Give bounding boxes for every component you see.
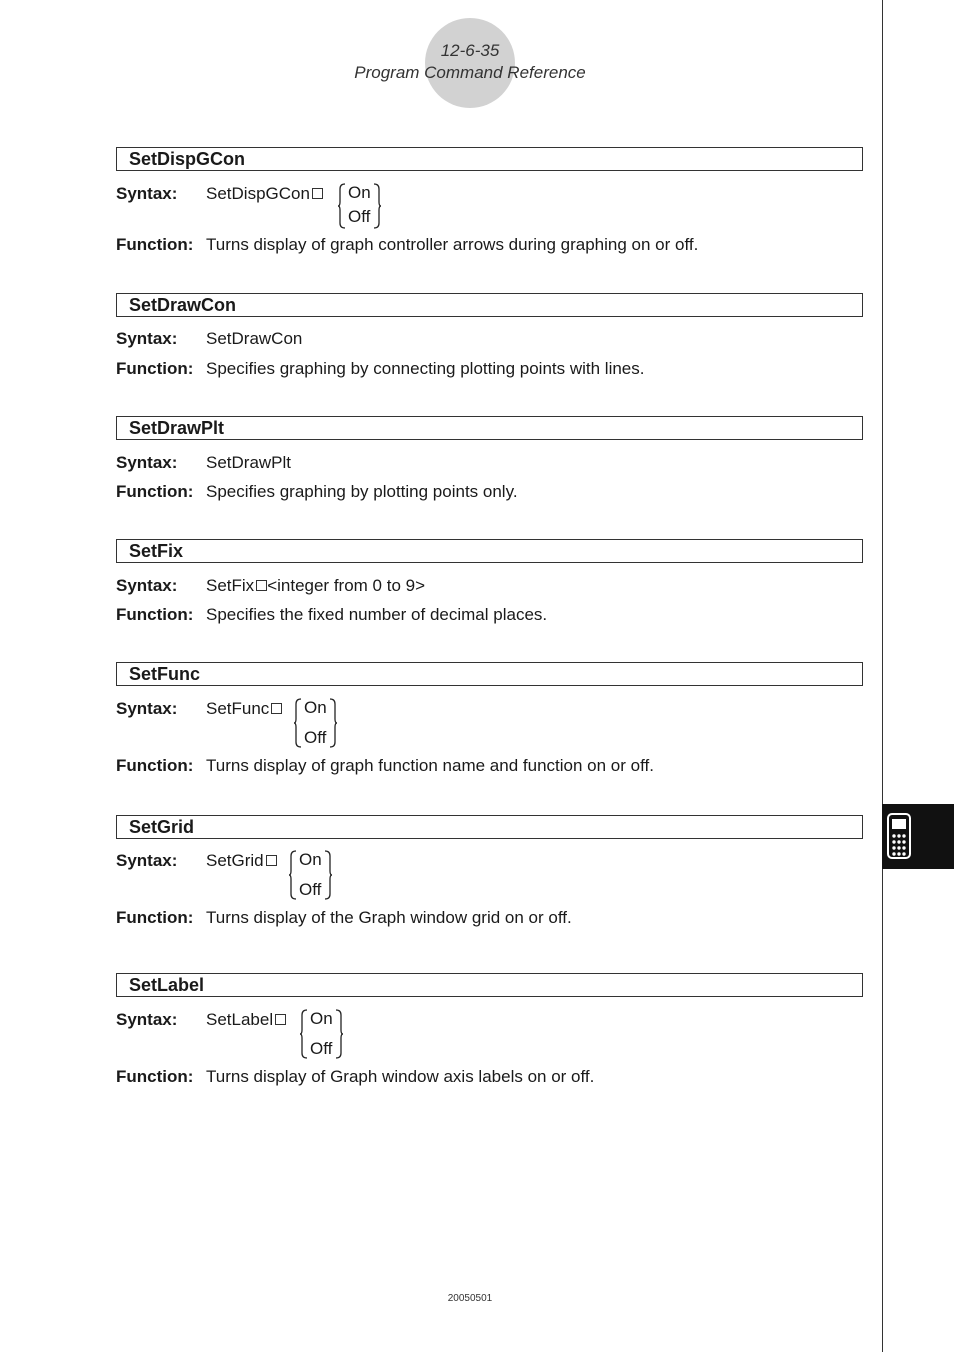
syntax-value xyxy=(206,1009,286,1031)
command-title: SetGrid xyxy=(116,815,863,839)
footer-code: 20050501 xyxy=(447,1293,493,1304)
left-brace xyxy=(299,1009,308,1059)
function-row xyxy=(116,755,863,779)
syntax-command: SetDispGCon xyxy=(206,184,310,203)
option-on: On xyxy=(304,698,327,717)
option-on: On xyxy=(348,183,371,202)
function-label: Function: xyxy=(116,482,194,501)
option-group xyxy=(299,1009,344,1059)
function-row xyxy=(116,358,863,382)
option-off: Off xyxy=(299,880,322,899)
function-description: Turns display of the Graph window grid on or off. xyxy=(206,908,572,927)
command-entry-setdrawplt xyxy=(116,416,863,505)
syntax-value xyxy=(206,575,425,597)
left-brace xyxy=(293,698,302,748)
calculator-icon xyxy=(887,813,911,859)
syntax-command: SetGrid xyxy=(206,851,264,870)
space-symbol xyxy=(256,580,267,591)
syntax-command: SetDrawCon xyxy=(206,329,303,348)
function-description: Turns display of graph function name and function on or off. xyxy=(206,756,654,775)
syntax-label: Syntax: xyxy=(116,184,178,203)
chapter-tab xyxy=(882,804,954,869)
function-label: Function: xyxy=(116,756,194,775)
syntax-row xyxy=(116,1009,863,1059)
left-brace xyxy=(288,850,297,900)
function-description: Specifies graphing by connecting plotting points with lines. xyxy=(206,359,645,378)
function-row xyxy=(116,234,863,258)
command-entry-setfunc xyxy=(116,662,863,779)
option-off: Off xyxy=(348,207,371,226)
syntax-row xyxy=(116,452,863,476)
command-title: SetFunc xyxy=(116,662,863,686)
option-group xyxy=(288,850,333,900)
function-row xyxy=(116,907,863,931)
function-label: Function: xyxy=(116,235,194,254)
function-row xyxy=(116,1066,863,1090)
function-label: Function: xyxy=(116,359,194,378)
syntax-value xyxy=(206,183,323,205)
margin-rule xyxy=(882,0,883,1352)
syntax-label: Syntax: xyxy=(116,1010,178,1029)
space-symbol xyxy=(312,188,323,199)
syntax-command: SetFix xyxy=(206,576,255,595)
syntax-label: Syntax: xyxy=(116,699,178,718)
option-off: Off xyxy=(310,1039,333,1058)
function-description: Turns display of Graph window axis labels on or off. xyxy=(206,1067,595,1086)
command-title: SetDispGCon xyxy=(116,147,863,171)
space-symbol xyxy=(275,1014,286,1025)
function-description: Specifies the fixed number of decimal places. xyxy=(206,605,548,624)
page-number: 12-6-35 xyxy=(440,41,500,60)
chapter-title: Program Command Reference xyxy=(354,63,586,82)
command-entry-setdispgcon xyxy=(116,147,863,258)
space-symbol xyxy=(266,855,277,866)
function-label: Function: xyxy=(116,908,194,927)
command-entry-setfix xyxy=(116,539,863,628)
function-description: Turns display of graph controller arrows during graphing on or off. xyxy=(206,235,699,254)
syntax-label: Syntax: xyxy=(116,453,178,472)
command-title: SetLabel xyxy=(116,973,863,997)
syntax-row xyxy=(116,183,863,229)
syntax-value xyxy=(206,850,277,872)
command-entry-setlabel xyxy=(116,973,863,1090)
option-off: Off xyxy=(304,728,327,747)
function-row xyxy=(116,481,863,505)
syntax-argument: <integer from 0 to 9> xyxy=(267,576,426,595)
syntax-command: SetLabel xyxy=(206,1010,274,1029)
syntax-command: SetDrawPlt xyxy=(206,453,292,472)
command-title: SetDrawCon xyxy=(116,293,863,317)
function-label: Function: xyxy=(116,605,194,624)
command-entry-setgrid xyxy=(116,815,863,931)
syntax-value xyxy=(206,698,282,720)
syntax-row xyxy=(116,575,863,599)
command-title: SetDrawPlt xyxy=(116,416,863,440)
syntax-label: Syntax: xyxy=(116,576,178,595)
syntax-row xyxy=(116,698,863,748)
left-brace xyxy=(337,183,346,229)
syntax-label: Syntax: xyxy=(116,851,178,870)
right-brace xyxy=(329,698,338,748)
function-row xyxy=(116,604,863,628)
function-label: Function: xyxy=(116,1067,194,1086)
option-group xyxy=(337,183,382,229)
command-entry-setdrawcon xyxy=(116,293,863,382)
space-symbol xyxy=(271,703,282,714)
syntax-label: Syntax: xyxy=(116,329,178,348)
syntax-command: SetFunc xyxy=(206,699,270,718)
right-brace xyxy=(335,1009,344,1059)
right-brace xyxy=(373,183,382,229)
syntax-row xyxy=(116,850,863,900)
right-brace xyxy=(324,850,333,900)
option-on: On xyxy=(299,850,322,869)
command-title: SetFix xyxy=(116,539,863,563)
function-description: Specifies graphing by plotting points only. xyxy=(206,482,518,501)
option-on: On xyxy=(310,1009,333,1028)
option-group xyxy=(293,698,338,748)
syntax-row xyxy=(116,328,863,352)
